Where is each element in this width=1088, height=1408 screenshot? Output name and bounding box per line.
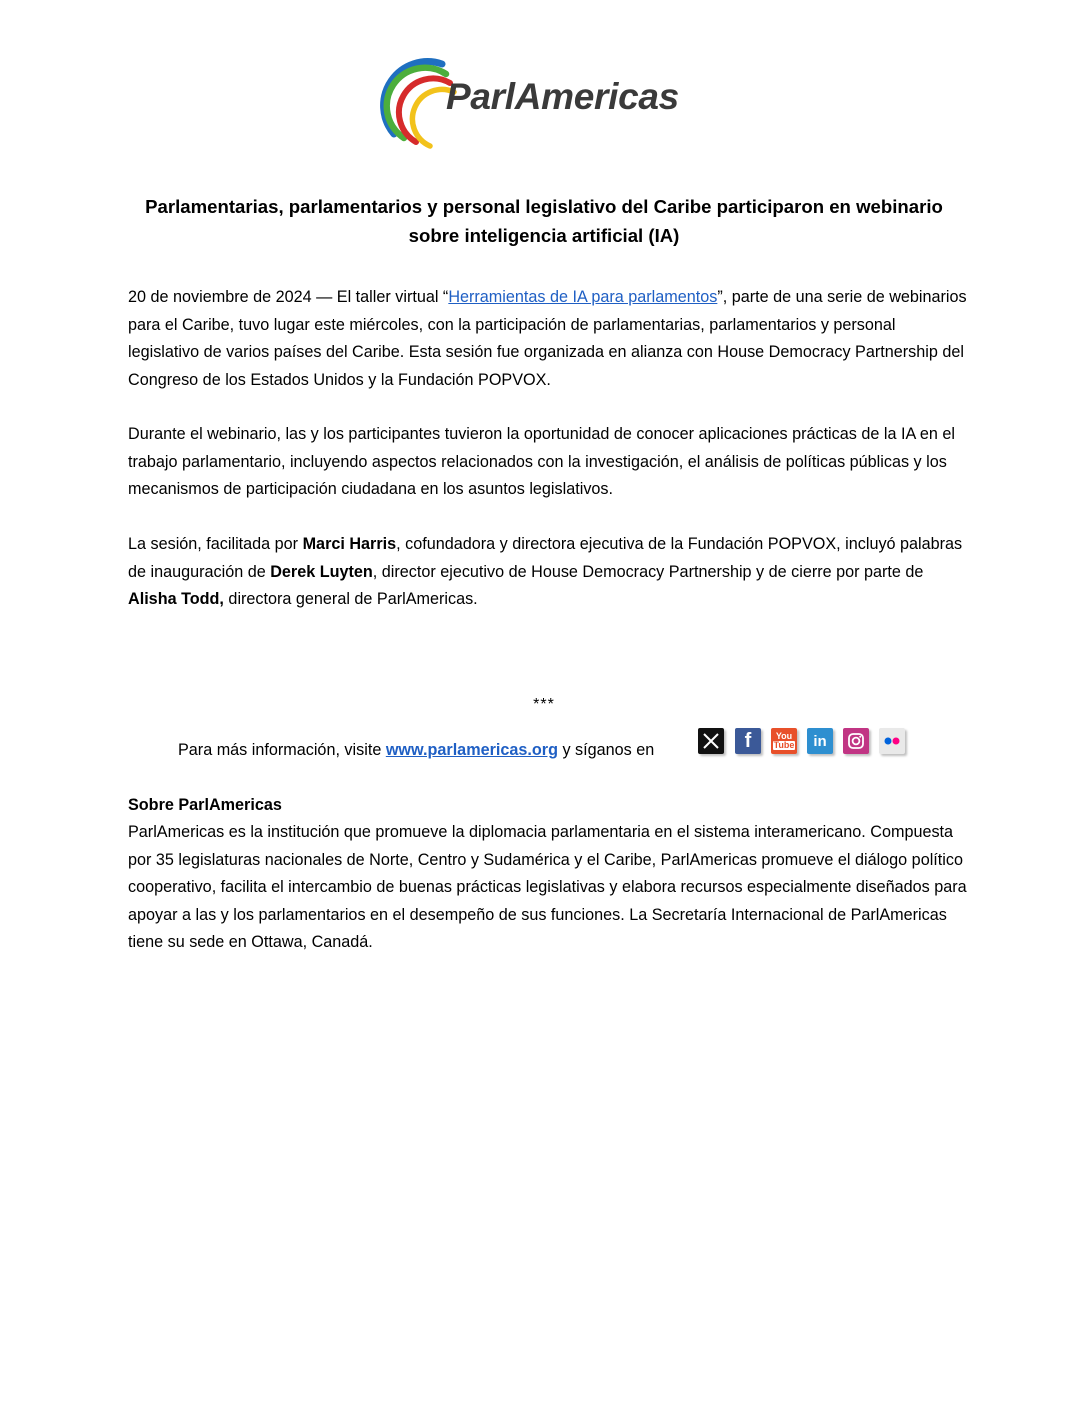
paragraph-webinar: Durante el webinario, las y los participantes tuvieron la oportunidad de conocer aplicaciones prácticas de la IA en el trabajo parlamentario, incluyendo aspectos relacionados con la investigación, el análisis de políticas públicas y los mecanismos de participación ciudadana en los asuntos legislativos. — [128, 425, 955, 498]
paragraph-speakers — [128, 531, 968, 614]
speaker-name: Alisha Todd, — [128, 590, 224, 608]
parlamericas-logo — [380, 56, 720, 156]
follow-us-text: y síganos en — [557, 741, 655, 759]
logo-wordmark: ParlAmericas — [446, 76, 679, 117]
paragraph-intro-text-cont: ”, parte de una serie de webinarios para el Caribe, tuvo lugar este miércoles, con la participación de parlamentarias, parlamentarios y personal legislativo de varios países del Caribe. Esta sesión fue organizada en alianza con House Democracy Partnership del Congreso de los Estados Unidos y la Fundación POPVOX. — [128, 288, 967, 389]
section-separator: *** — [533, 696, 555, 713]
more-info-line — [178, 737, 654, 764]
speakers-text: , director ejecutivo de House Democracy Partnership y de cierre por parte de — [372, 562, 924, 581]
press-release-title: Parlamentarias, parlamentarios y personal legislativo del Caribe participaron en webinario sobre inteligencia artificial (IA) — [145, 196, 943, 246]
more-info-text: Para más información, visite — [178, 741, 386, 759]
x-icon[interactable] — [698, 728, 724, 754]
website-link[interactable]: www.parlamericas.org — [385, 741, 558, 759]
instagram-icon[interactable] — [843, 728, 869, 754]
about-heading: Sobre ParlAmericas — [128, 796, 282, 814]
paragraph-intro — [128, 284, 968, 394]
youtube-icon[interactable]: You Tube — [771, 728, 797, 754]
linkedin-icon[interactable]: in — [807, 728, 833, 754]
speaker-name: Derek Luyten — [270, 562, 373, 581]
paragraph-intro-text: 20 de noviembre de 2024 — El taller virtual “ — [128, 288, 449, 306]
speaker-name: Marci Harris — [302, 535, 397, 553]
facebook-icon[interactable]: f — [735, 728, 761, 754]
about-body: ParlAmericas es la institución que promueve la diplomacia parlamentaria en el sistema interamericano. Compuesta por 35 legislaturas nacionales de Norte, Centro y Sudamérica y el Caribe, ParlAmericas promueve el diálogo político cooperativo, facilita el intercambio de buenas prácticas legislativas y elabora recursos especialmente diseñados para apoyar a las y los parlamentarios en el desempeño de sus funciones. La Secretaría Internacional de ParlAmericas tiene su sede en Ottawa, Canadá. — [128, 823, 967, 951]
speakers-text: , cofundadora y directora ejecutiva de la Fundación POPVOX, incluyó palabras de inauguración de — [128, 535, 963, 581]
speakers-text: La sesión, facilitada por — [128, 535, 303, 553]
speakers-text: directora general de ParlAmericas. — [223, 590, 478, 608]
workshop-link[interactable]: Herramientas de IA para parlamentos — [448, 288, 718, 306]
flickr-icon[interactable] — [879, 728, 905, 754]
